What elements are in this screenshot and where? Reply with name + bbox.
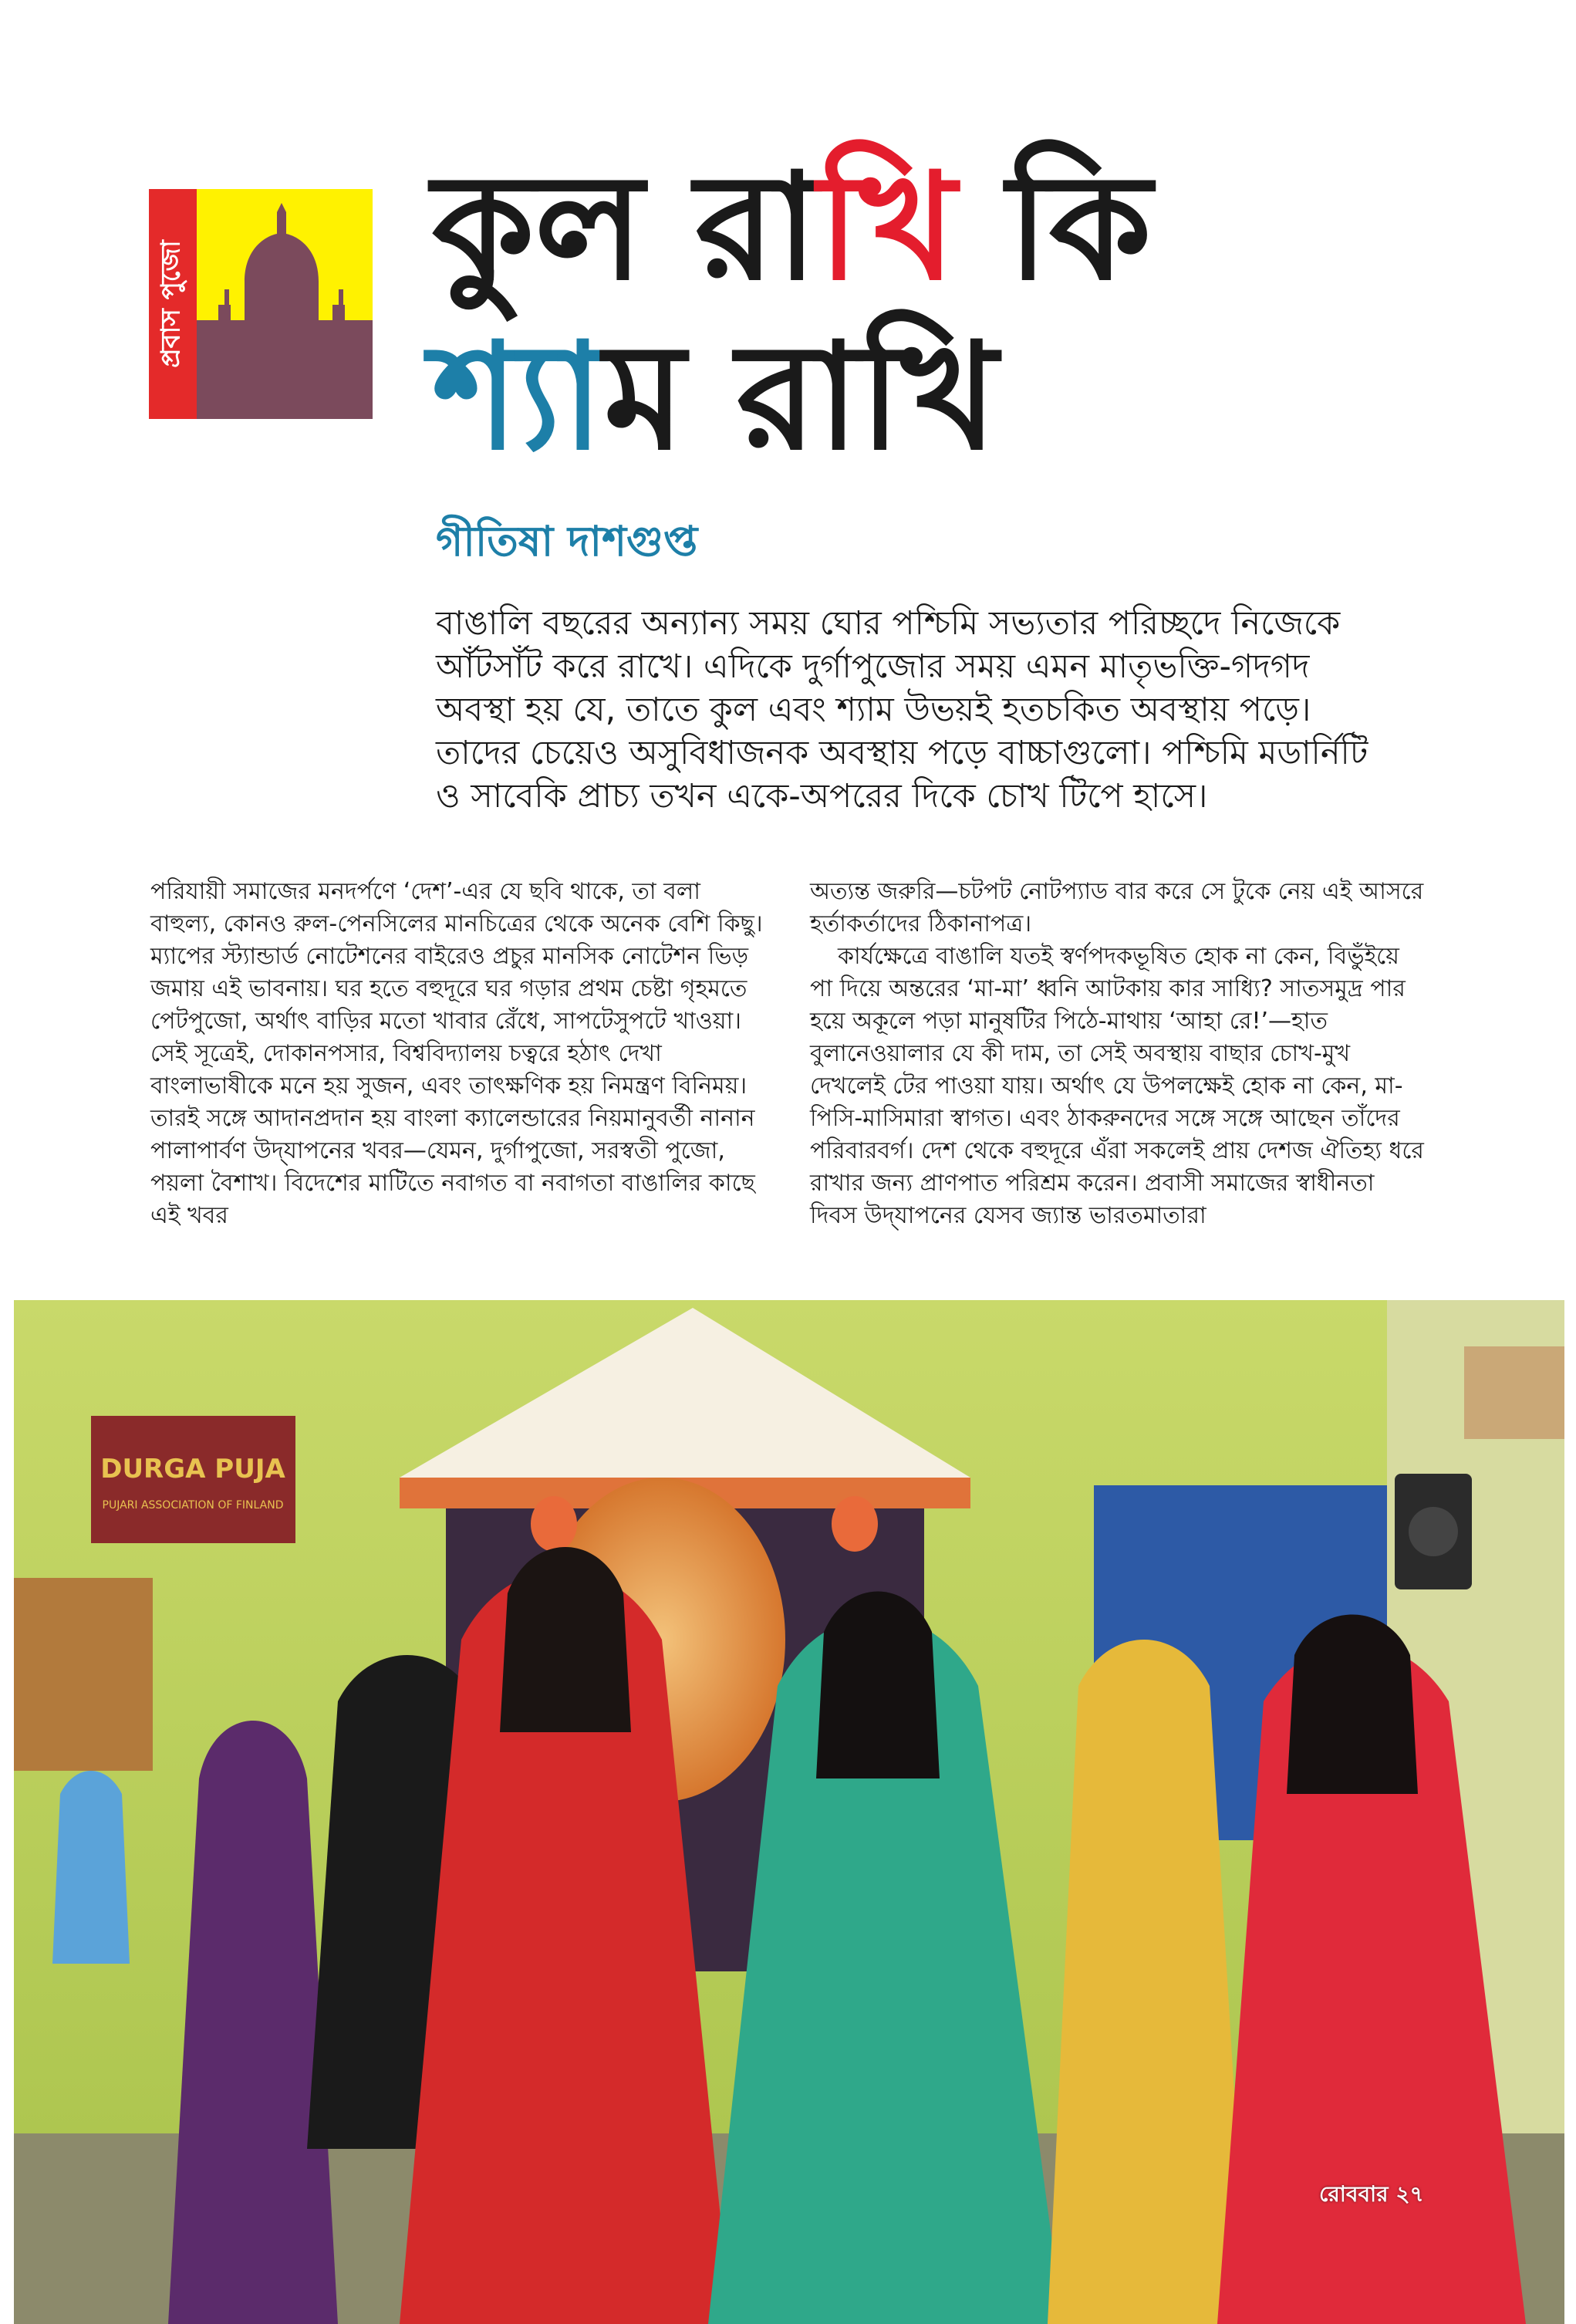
intro-standfirst: বাঙালি বছরের অন্যান্য সময় ঘোর পশ্চিমি সভ্যতার পরিচ্ছদে নিজেকে আঁটসাঁট করে রাখে। এদিকে দুর্গাপুজোর সময় এমন মাতৃভক্তি-গদগদ অবস্থা হয় যে, তাতে কুল এবং শ্যাম উভয়ই হতচকিত অবস্থায় পড়ে। তাদের চেয়েও অসুবিধাজনক অবস্থায় পড়ে বাচ্চাগুলো। পশ্চিমি মডার্নিটি ও সাবেকি প্রাচ্য তখন একে-অপরের দিকে চোখ টিপে হাসে। (436, 604, 1368, 816)
section-logo (149, 189, 373, 419)
title-part: ম রাখি (603, 312, 998, 482)
body-column-2 (810, 876, 1427, 1232)
event-photo (14, 1300, 1564, 2324)
article-title (432, 142, 1435, 494)
banner-text: DURGA PUJA (100, 1454, 285, 1485)
title-part: কুল রা (432, 142, 818, 312)
body-paragraph: পরিযায়ী সমাজের মনদর্পণে ‘দেশ’-এর যে ছবি থাকে, তা বলা বাহুল্য, কোনও রুল-পেনসিলের মানচিত্রের থেকে অনেক বেশি কিছু। ম্যাপের স্ট্যান্ডার্ড নোটেশনের বাইরেও প্রচুর মানসিক নোটেশন ভিড় জমায় এই ভাবনায়। ঘর হতে বহুদূরে ঘর গড়ার প্রথম চেষ্টা গৃহমতে পেটপুজো, অর্থাৎ বাড়ির মতো খাবার রেঁধে, সাপটেসুপটে খাওয়া। সেই সূত্রেই, দোকানপসার, বিশ্ববিদ্যালয় চত্বরে হঠাৎ দেখা বাংলাভাষীকে মনে হয় সুজন, এবং তাৎক্ষণিক হয় নিমন্ত্রণ বিনিময়। তারই সঙ্গে আদানপ্রদান হয় বাংলা ক্যালেন্ডারের নিয়মানুবর্তী নানান পালাপার্বণ উদ্‌যাপনের খবর—যেমন, দুর্গাপুজো, সরস্বতী পুজো, পয়লা বৈশাখ। বিদেশের মাটিতে নবাগত বা নবাগতা বাঙালির কাছে এই খবর (150, 878, 763, 1229)
cathedral-icon (197, 189, 373, 419)
title-part: কি (956, 142, 1152, 312)
body-paragraph: কার্যক্ষেত্রে বাঙালি যতই স্বর্ণপদকভূষিত হোক না কেন, বিভুঁইয়ে পা দিয়ে অন্তরের ‘মা-মা’ ধ্বনি আটকায় কার সাধ্যি? সাতসমুদ্র পার হয়ে অকূলে পড়া মানুষটির পিঠে-মাথায় ‘আহা রে!’—হাত বুলানেওয়ালার যে কী দাম, তা সেই অবস্থায় বাছার চোখ-মুখ দেখলেই টের পাওয়া যায়। অর্থাৎ যে উপলক্ষেই হোক না কেন, মা-পিসি-মাসিমারা স্বাগত। এবং ঠাকরুনদের সঙ্গে সঙ্গে আছেন তাঁদের পরিবারবর্গ। দেশ থেকে বহুদূরে এঁরা সকলেই প্রায় দেশজ ঐতিহ্য ধরে রাখার জন্য প্রাণপাত পরিশ্রম করেন। প্রবাসী সমাজের স্বাধীনতা দিবস উদ্‌যাপনের যেসব জ্যান্ত ভারতমাতারা (810, 943, 1424, 1229)
author-name: গীতিষা দাশগুপ্ত (436, 517, 698, 566)
section-label-band (149, 189, 197, 419)
body-paragraph: অত্যন্ত জরুরি—চটপট নোটপ্যাড বার করে সে টুকে নেয় এই আসরে হর্তাকর্তাদের ঠিকানাপত্র। (810, 878, 1424, 937)
page-folio: রোববার ২৭ (1319, 2181, 1424, 2207)
title-line-1 (432, 142, 1435, 324)
title-accent: খি (818, 142, 957, 312)
section-label: প্রবাস পুজো (155, 240, 187, 368)
body-column-1 (150, 876, 768, 1232)
title-line-2 (432, 312, 1435, 494)
banner-subtext: PUJARI ASSOCIATION OF FINLAND (102, 1499, 284, 1512)
title-accent: শ্যা (432, 312, 604, 482)
durga-puja-dance-photo (14, 1300, 1564, 2324)
